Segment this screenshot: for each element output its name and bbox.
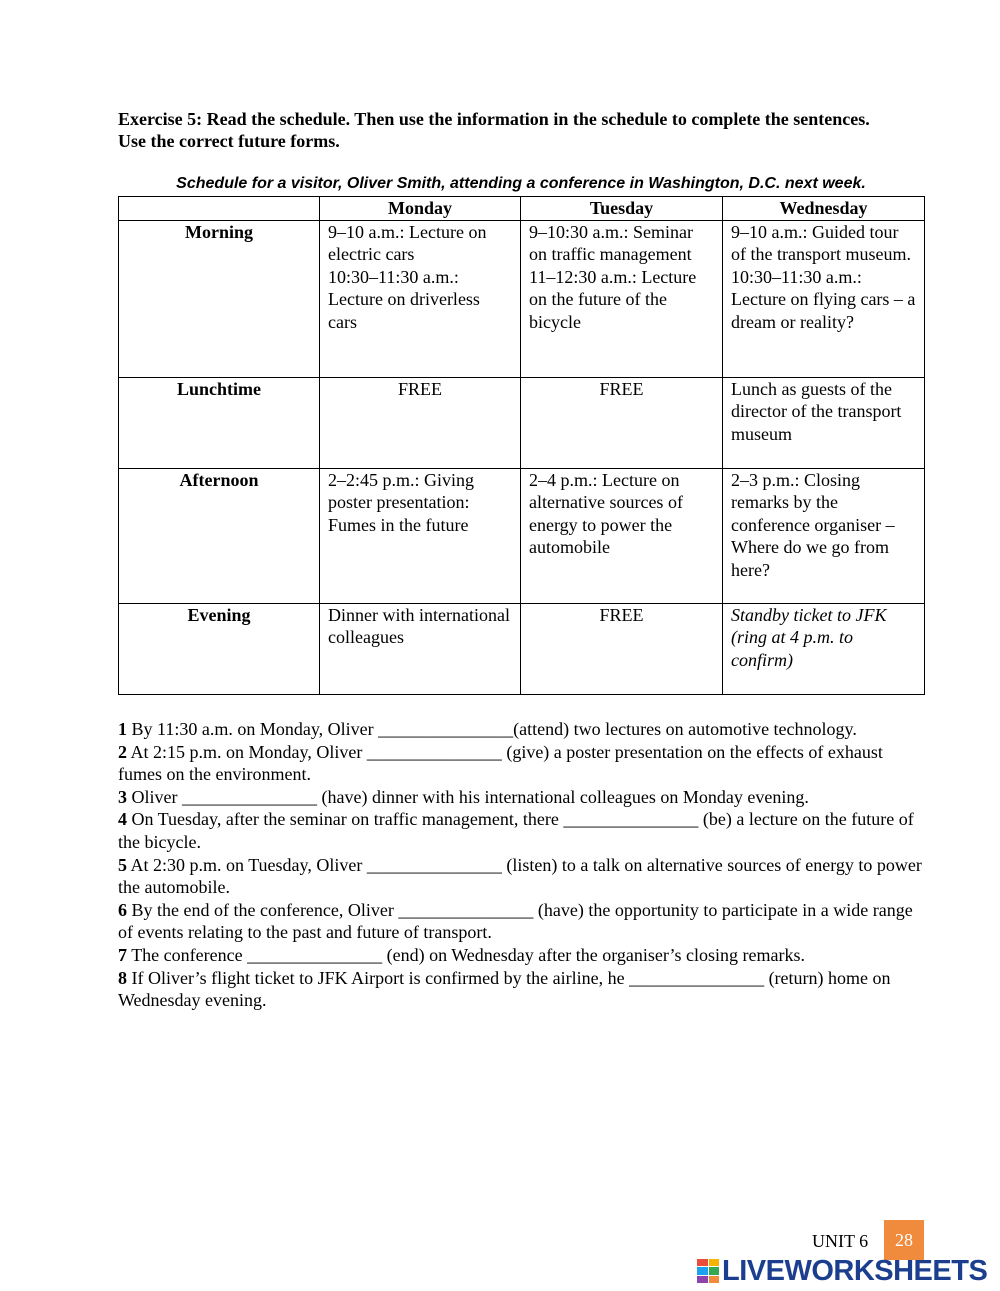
cell-text: 10:30–11:30 a.m.: Lecture on driverless cars — [328, 266, 480, 332]
schedule-cell — [521, 220, 723, 377]
question-item — [118, 899, 928, 944]
question-list — [118, 718, 928, 1012]
exercise-title: Exercise 5: Read the schedule. Then use the information in the schedule to complete the sentences. Use the correct future forms. — [118, 109, 870, 151]
schedule-row-morning — [119, 220, 925, 377]
schedule-cell: 2–4 p.m.: Lecture on alternative sources of energy to power the automobile — [521, 468, 723, 603]
cell-text: 9–10 a.m.: Lecture on electric cars — [328, 221, 487, 265]
schedule-cell: Standby ticket to JFK (ring at 4 p.m. to confirm) — [723, 603, 925, 694]
header-day: Tuesday — [521, 197, 723, 221]
header-empty — [119, 197, 320, 221]
cell-text: 9–10:30 a.m.: Seminar on traffic management — [529, 221, 693, 265]
page-number-badge: 28 — [884, 1220, 924, 1260]
question-item — [118, 967, 928, 1012]
question-text: The conference _______________ (end) on Wednesday after the organiser’s closing remarks. — [131, 944, 806, 965]
header-day: Monday — [320, 197, 521, 221]
question-item — [118, 808, 928, 853]
schedule-cell: 2–2:45 p.m.: Giving poster presentation: Fumes in the future — [320, 468, 521, 603]
row-label: Morning — [119, 220, 320, 377]
schedule-cell — [723, 220, 925, 377]
liveworksheets-logo — [697, 1254, 988, 1287]
question-number: 6 — [118, 899, 127, 920]
question-item — [118, 944, 928, 967]
question-text: Oliver _______________ (have) dinner with his international colleagues on Monday evening. — [131, 786, 809, 807]
header-day: Wednesday — [723, 197, 925, 221]
question-number: 1 — [118, 719, 127, 739]
question-text: By the end of the conference, Oliver _______________ (have) the opportunity to participate in a wide range of events relating to the past and future of transport. — [118, 899, 913, 943]
schedule-row-lunchtime — [119, 377, 925, 468]
question-number: 5 — [118, 854, 127, 875]
question-number: 2 — [118, 741, 127, 762]
schedule-table — [118, 196, 925, 695]
footer-unit-label: UNIT 6 — [812, 1231, 869, 1251]
question-number: 4 — [118, 809, 127, 830]
cell-text: 11–12:30 a.m.: Lecture on the future of the bicycle — [529, 266, 697, 332]
cell-text: 9–10 a.m.: Guided tour of the transport museum. — [731, 221, 911, 265]
question-text: By 11:30 a.m. on Monday, Oliver _______________(attend) two lectures on automotive technology. — [131, 719, 857, 739]
schedule-row-evening — [119, 603, 925, 694]
schedule-cell: Lunch as guests of the director of the transport museum — [723, 377, 925, 468]
question-item — [118, 854, 928, 899]
question-number: 7 — [118, 944, 127, 965]
question-item — [118, 786, 928, 809]
schedule-cell: FREE — [320, 377, 521, 468]
cell-text: 10:30–11:30 a.m.: Lecture on flying cars – a dream or reality? — [731, 266, 916, 332]
schedule-cell: FREE — [521, 377, 723, 468]
schedule-cell: Dinner with international colleagues — [320, 603, 521, 694]
row-label: Evening — [119, 603, 320, 694]
question-text: On Tuesday, after the seminar on traffic management, there _______________ (be) a lecture on the future of the bicycle. — [118, 809, 914, 852]
question-number: 3 — [118, 786, 127, 807]
schedule-header-row — [119, 197, 925, 221]
question-item — [118, 718, 928, 741]
logo-text: LIVEWORKSHEETS — [722, 1254, 988, 1287]
schedule-cell: 2–3 p.m.: Closing remarks by the conference organiser – Where do we go from here? — [723, 468, 925, 603]
question-text: At 2:30 p.m. on Tuesday, Oliver _______________ (listen) to a talk on alternative sources of energy to power the automobile. — [118, 854, 922, 898]
schedule-cell — [320, 220, 521, 377]
schedule-row-afternoon — [119, 468, 925, 603]
question-text: If Oliver’s flight ticket to JFK Airport is confirmed by the airline, he _______________ (return) home on Wednesday evening. — [118, 967, 891, 1011]
liveworksheets-logo-icon — [697, 1259, 719, 1283]
schedule-cell: FREE — [521, 603, 723, 694]
row-label: Afternoon — [119, 468, 320, 603]
row-label: Lunchtime — [119, 377, 320, 468]
schedule-caption: Schedule for a visitor, Oliver Smith, attending a conference in Washington, D.C. next week. — [176, 175, 866, 192]
question-item — [118, 741, 928, 786]
question-text: At 2:15 p.m. on Monday, Oliver _______________ (give) a poster presentation on the effects of exhaust fumes on the environment. — [118, 741, 883, 785]
question-number: 8 — [118, 967, 127, 988]
